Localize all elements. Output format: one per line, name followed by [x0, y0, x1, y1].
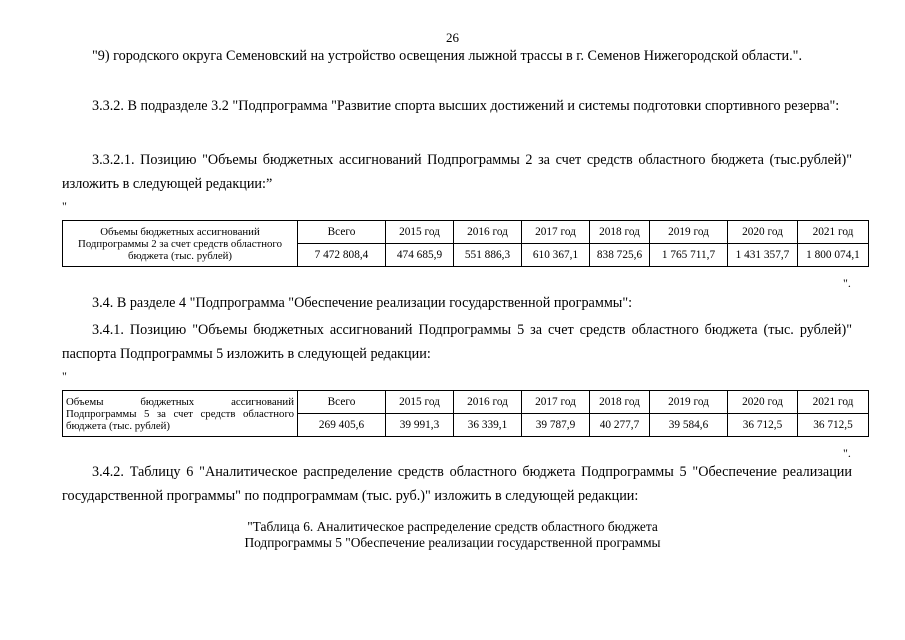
- table-1-value-2021: 1 800 074,1: [798, 244, 869, 267]
- table-2-value-2018: 40 277,7: [590, 414, 650, 437]
- table-1-value-2018: 838 725,6: [590, 244, 650, 267]
- table-1-header-2015: 2015 год: [386, 221, 454, 244]
- table-1-value-total: 7 472 808,4: [298, 244, 386, 267]
- table-1-row-label: Объемы бюджетных ассигнований Подпрограммы 2 за счет средств областного бюджета (тыс. рублей): [63, 221, 298, 267]
- table-1-header-2020: 2020 год: [728, 221, 798, 244]
- table-2-header-2016: 2016 год: [454, 391, 522, 414]
- table-2-value-2015: 39 991,3: [386, 414, 454, 437]
- table-1-value-2015: 474 685,9: [386, 244, 454, 267]
- table-1-header-2016: 2016 год: [454, 221, 522, 244]
- close-quote-table-1: ".: [843, 276, 851, 290]
- table-6-caption-line-2: Подпрограммы 5 "Обеспечение реализации государственной программы: [244, 535, 661, 550]
- open-quote-table-2: ": [62, 369, 67, 383]
- table-2-header-2021: 2021 год: [798, 391, 869, 414]
- table-2-header-total: Всего: [298, 391, 386, 414]
- table-1-header-2019: 2019 год: [650, 221, 728, 244]
- table-1-header-2021: 2021 год: [798, 221, 869, 244]
- table-1-header-2017: 2017 год: [522, 221, 590, 244]
- table-2-row-label: Объемы бюджетных ассигнований Подпрограммы 5 за счет средств областного бюджета (тыс. рублей): [63, 391, 298, 437]
- open-quote-table-1: ": [62, 199, 67, 213]
- paragraph-3-3-2: 3.3.2. В подразделе 3.2 "Подпрограмма "Развитие спорта высших достижений и системы подготовки спортивного резерва":: [92, 98, 840, 114]
- paragraph-3-3-2-1: 3.3.2.1. Позицию "Объемы бюджетных ассигнований Подпрограммы 2 за счет средств областного бюджета (тыс.рублей)" изложить в следующей редакции:”: [62, 152, 852, 192]
- table-2-value-2021: 36 712,5: [798, 414, 869, 437]
- table-1-header-2018: 2018 год: [590, 221, 650, 244]
- table-1-value-2020: 1 431 357,7: [728, 244, 798, 267]
- table-2-value-2016: 36 339,1: [454, 414, 522, 437]
- table-2-value-2020: 36 712,5: [728, 414, 798, 437]
- table-1-value-2019: 1 765 711,7: [650, 244, 728, 267]
- table-6-caption-line-1: "Таблица 6. Аналитическое распределение средств областного бюджета: [247, 519, 658, 534]
- close-quote-table-2: ".: [843, 446, 851, 460]
- table-2-value-2017: 39 787,9: [522, 414, 590, 437]
- table-2-value-2019: 39 584,6: [650, 414, 728, 437]
- paragraph-1: "9) городского округа Семеновский на устройство освещения лыжной трассы в г. Семенов Нижегородской области.".: [92, 48, 803, 64]
- table-1-value-2016: 551 886,3: [454, 244, 522, 267]
- table-2-value-total: 269 405,6: [298, 414, 386, 437]
- table-2-header-2019: 2019 год: [650, 391, 728, 414]
- table-2-header-2017: 2017 год: [522, 391, 590, 414]
- table-1-header-total: Всего: [298, 221, 386, 244]
- paragraph-3-4: 3.4. В разделе 4 "Подпрограмма "Обеспечение реализации государственной программы":: [92, 295, 633, 311]
- table-2-header-2020: 2020 год: [728, 391, 798, 414]
- budget-table-subprogram-5: [62, 390, 869, 437]
- budget-table-subprogram-2: [62, 220, 869, 267]
- table-1-value-2017: 610 367,1: [522, 244, 590, 267]
- paragraph-3-4-1: 3.4.1. Позицию "Объемы бюджетных ассигнований Подпрограммы 5 за счет средств областного бюджета (тыс. рублей)" паспорта Подпрограммы 5 изложить в следующей редакции:: [62, 322, 852, 362]
- page-number: 26: [446, 30, 459, 45]
- table-2-header-2018: 2018 год: [590, 391, 650, 414]
- table-2-header-2015: 2015 год: [386, 391, 454, 414]
- paragraph-3-4-2: 3.4.2. Таблицу 6 "Аналитическое распределение средств областного бюджета Подпрограммы 5 "Обеспечение реализации государственной программы" по подпрограммам (тыс. руб.)" изложить в следующей редакции:: [62, 464, 852, 504]
